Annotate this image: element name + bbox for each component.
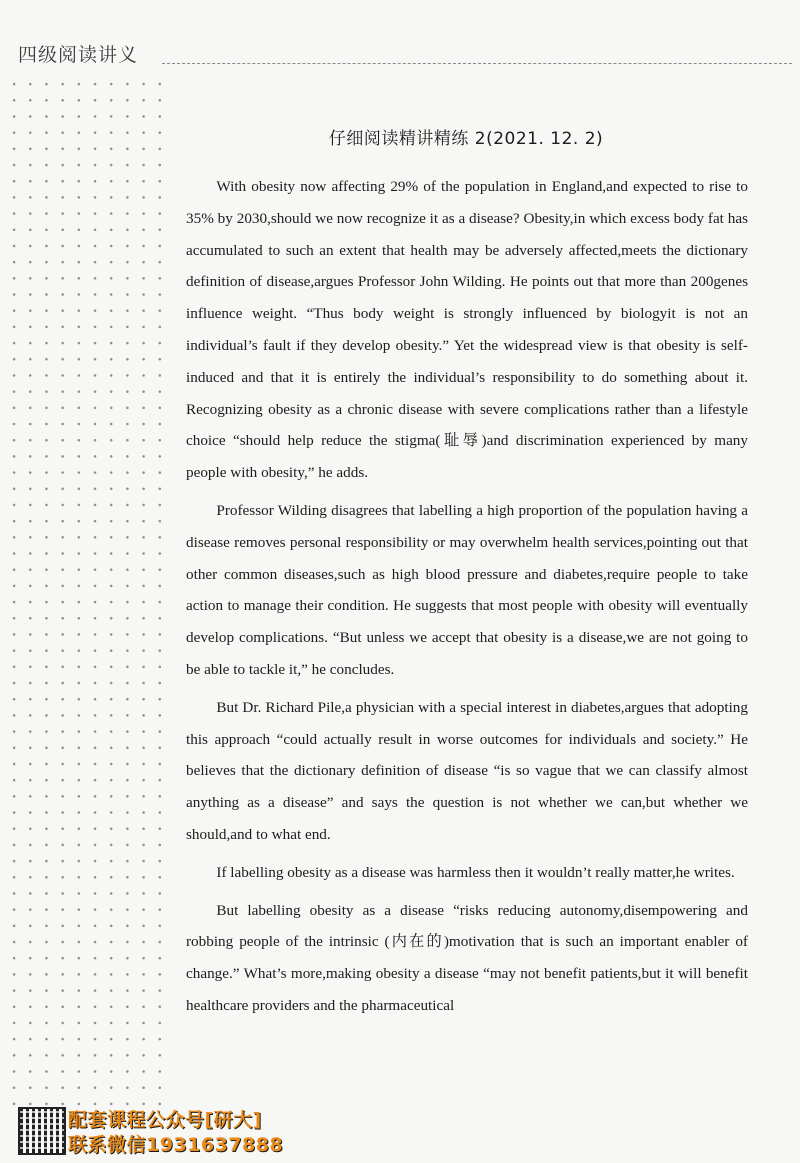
qr-code-icon [18,1107,66,1155]
paragraph: With obesity now affecting 29% of the population in England,and expected to rise to 35% by 2030,should we now recognize it as a disease? Obesity,in which excess body fat has accumulated to such an extent that health may be adversely affected,meets the dictionary definition of disease,argues Professor John Wilding. He points out that more than 200genes influence weight. “Thus body weight is strongly influenced by biologyit is not an individual’s fault if they develop obesity.” Yet the widespread view is that obesity is self-induced and that it is entirely the individual’s responsibility to do something about it. Recognizing obesity as a chronic disease with severe complications rather than a lifestyle choice “should help reduce the stigma(耻辱)and discrimination experienced by many people with obesity,” he adds. [186,178,748,482]
article-body [186,171,748,1028]
paragraph: Professor Wilding disagrees that labelling a high proportion of the population having a disease removes personal responsibility or may overwhelm health services,pointing out that other common diseases,such as high blood pressure and diabetes,require people to take action to manage their condition. He suggests that most people with obesity will eventually develop complications. “But unless we accept that obesity is a disease,we are not going to be able to tackle it,” he concludes. [186,501,748,678]
paragraph: But labelling obesity as a disease “risks reducing autonomy,disempowering and robbing people of the intrinsic (内在的)motivation that is such an important enabler of change.” What’s more,making obesity a disease “may not benefit patients,but it will benefit healthcare providers and the pharmaceutical [186,901,748,1014]
paragraph: But Dr. Richard Pile,a physician with a special interest in diabetes,argues that adopting this approach “could actually result in worse outcomes for individuals and society.” He believes that the dictionary definition of disease “is so vague that we can classify almost anything as a disease” and says the question is not whether we can,but whether we should,and to what end. [186,698,748,843]
page-header [0,0,800,80]
promo-line-2: 联系微信1931637888 [68,1134,284,1156]
dotted-margin-grid [6,76,171,1106]
paragraph: If labelling obesity as a disease was harmless then it wouldn’t really matter,he writes. [216,863,735,881]
promo-footer [0,1085,330,1163]
header-divider [162,63,792,64]
section-title: 四级阅读讲义 [18,44,139,66]
article-title: 仔细阅读精讲精练 2(2021. 12. 2) [328,129,604,149]
promo-line-1: 配套课程公众号[研大] [68,1109,262,1131]
